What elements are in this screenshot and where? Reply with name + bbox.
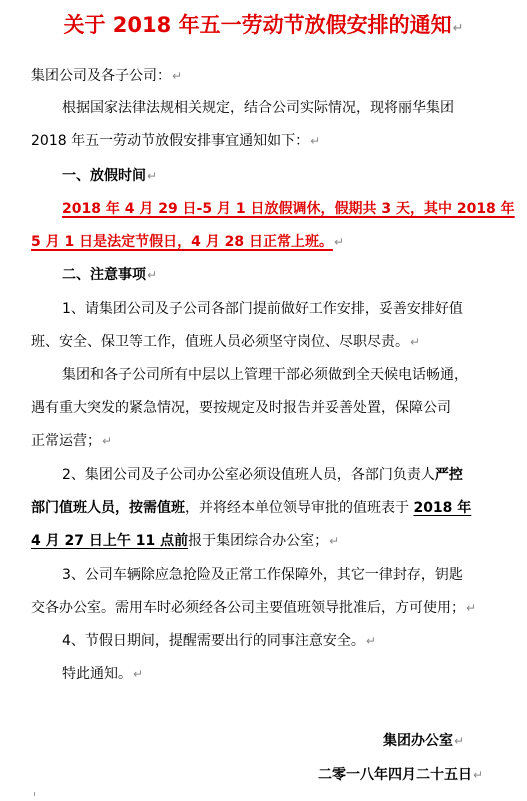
item4-text-1: 4、节假日期间，提醒需要出行的同事注意安全。 — [62, 633, 365, 649]
paragraph-mark: ↵ — [147, 169, 158, 183]
item1b-text-1: 集团和各子公司所有中层以上管理干部必须做到全天候电话畅通， — [62, 367, 468, 383]
item1b-text-3: 正常运营； — [31, 433, 101, 449]
section1-heading — [62, 167, 157, 185]
item3-text-1: 3、公司车辆除应急抢险及正常工作保障外，其它一律封存，钥匙 — [62, 567, 463, 583]
signature-date-text: 二零一八年四月二十五日 — [318, 767, 472, 783]
item2-text-1b: 严控 — [434, 467, 463, 483]
item1b-line-3 — [31, 432, 112, 450]
paragraph-mark: ↵ — [466, 601, 477, 615]
signature-date — [318, 766, 483, 784]
section1-line-1 — [62, 200, 515, 218]
section1-text-1: 2018 年 4 月 29 日-5 月 1 日放假调休，假期共 3 天，其中 2018 年 — [62, 201, 515, 217]
item2-text-2c: 2018 年 — [413, 500, 472, 516]
item1b-line-2 — [31, 399, 451, 417]
paragraph-mark: ↵ — [452, 21, 464, 36]
item2-text-1a: 2、集团公司及子公司办公室必须设值班人员，各部门负责人 — [62, 467, 435, 483]
paragraph-mark: ↵ — [172, 69, 183, 83]
section1-text-2: 5 月 1 日是法定节假日，4 月 28 日正常上班。 — [31, 234, 333, 250]
paragraph-mark: ↵ — [329, 534, 340, 548]
section2-heading-text: 二、注意事项 — [62, 267, 146, 283]
paragraph-mark: ↵ — [147, 268, 158, 282]
title-text: 关于 2018 年五一劳动节放假安排的通知 — [63, 13, 452, 37]
intro-line-1 — [62, 99, 454, 117]
item1-text-1: 1、请集团公司及子公司各部门提前做好工作安排，妥善安排好值 — [62, 301, 463, 317]
paragraph-mark: ↵ — [365, 634, 376, 648]
paragraph-mark: ↵ — [310, 134, 321, 148]
item3-line-2 — [31, 599, 476, 617]
item2-line-2 — [31, 499, 471, 517]
closing-text: 特此通知。 — [62, 666, 132, 682]
closing — [62, 665, 143, 683]
intro-text-1: 根据国家法律法规相关规定，结合公司实际情况，现将丽华集团 — [62, 100, 454, 116]
salutation-text: 集团公司及各子公司： — [31, 68, 171, 84]
paragraph-mark: ↵ — [454, 734, 465, 748]
document-title — [0, 12, 527, 42]
item1-text-2: 班、安全、保卫等工作，值班人员必须坚守岗位、尽职尽责。 — [31, 334, 409, 350]
item1-line-2 — [31, 333, 420, 351]
intro-text-2: 2018 年五一劳动节放假安排事宜通知如下： — [31, 133, 310, 149]
item2-text-3b: 报于集团综合办公室； — [188, 533, 329, 549]
section2-heading — [62, 266, 157, 284]
item2-text-2a: 部门值班人员，按需值班 — [31, 500, 185, 516]
salutation — [31, 67, 182, 85]
section1-heading-text: 一、放假时间 — [62, 168, 146, 184]
item2-line-3 — [31, 532, 339, 550]
paragraph-mark: ↵ — [102, 434, 113, 448]
item2-line-1 — [62, 466, 463, 484]
item3-text-2: 交各办公室。需用车时必须经各公司主要值班领导批准后，方可使用； — [31, 600, 465, 616]
item3-line-1 — [62, 566, 463, 584]
page-edge-tick — [34, 792, 35, 796]
signature-office — [383, 732, 464, 750]
section1-line-2 — [31, 233, 344, 251]
item2-text-3a: 4 月 27 日上午 11 点前 — [31, 533, 189, 549]
item2-text-2b: ，并将经本单位领导审批的值班表于 — [185, 500, 414, 516]
item1b-text-2: 遇有重大突发的紧急情况，要按规定及时报告并妥善处置，保障公司 — [31, 400, 451, 416]
signature-office-text: 集团办公室 — [383, 733, 453, 749]
item1-line-1 — [62, 300, 463, 318]
item4-line-1 — [62, 632, 376, 650]
paragraph-mark: ↵ — [333, 235, 345, 249]
intro-line-2 — [31, 132, 320, 150]
paragraph-mark: ↵ — [473, 768, 484, 782]
item1b-line-1 — [62, 366, 468, 384]
paragraph-mark: ↵ — [133, 667, 144, 681]
paragraph-mark: ↵ — [410, 335, 421, 349]
